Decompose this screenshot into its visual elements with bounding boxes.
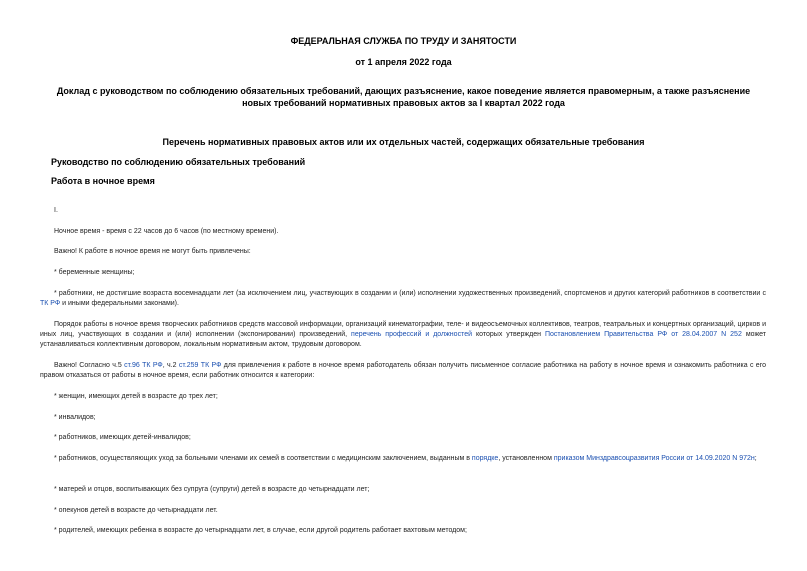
list-item: * работников, имеющих детей-инвалидов; bbox=[54, 434, 191, 441]
paragraph-night-time: Ночное время - время с 22 часов до 6 часов (по местному времени). bbox=[54, 228, 279, 235]
list-item-minors: * работники, не достигшие возраста восемнадцати лет (за исключением лиц, участвующих в создании и (или) исполнении художественных произведений, спортсменов и других категорий работников в соответствии с ТК РФ и иными федеральными законами). bbox=[40, 290, 766, 307]
list-item: * женщин, имеющих детей в возрасте до трех лет; bbox=[54, 393, 218, 400]
government-decree-link[interactable]: Постановлением Правительства РФ от 28.04.2007 N 252 bbox=[544, 331, 742, 338]
procedure-link[interactable]: порядке bbox=[471, 455, 499, 462]
acts-list-heading: Перечень нормативных правовых актов или их отдельных частей, содержащих обязательные требования bbox=[162, 137, 645, 147]
list-item: * матерей и отцов, воспитывающих без супруга (супруги) детей в возрасте до четырнадцати лет; bbox=[54, 486, 370, 493]
paragraph-creative-workers: Порядок работы в ночное время творческих работников средств массовой информации, организаций кинематографии, теле- и видеосъемочных коллективов, театров, театральных и концертных организаций, цирков и иных лиц, участвующих в создании и (или) исполнении (экспонировании) произведений, перечень профессий и должностей которых утвержден Постановлением Правительства РФ от 28.04.2007 N 252 может устанавливаться коллективным договором, локальным нормативным актом, трудовым договором. bbox=[40, 321, 766, 348]
tk-rf-link[interactable]: ТК РФ bbox=[40, 300, 61, 307]
list-item: * инвалидов; bbox=[54, 414, 96, 421]
guide-heading: Руководство по соблюдению обязательных требований bbox=[51, 157, 306, 167]
night-work-heading: Работа в ночное время bbox=[51, 176, 155, 186]
article-96-link[interactable]: ст.96 ТК РФ bbox=[124, 362, 163, 369]
list-item: * беременные женщины; bbox=[54, 269, 135, 276]
document-date: от 1 апреля 2022 года bbox=[355, 57, 452, 67]
article-259-link[interactable]: ст.259 ТК РФ bbox=[178, 362, 222, 369]
agency-heading: ФЕДЕРАЛЬНАЯ СЛУЖБА ПО ТРУДУ И ЗАНЯТОСТИ bbox=[290, 36, 517, 46]
paragraph-important: Важно! К работе в ночное время не могут быть привлечены: bbox=[54, 248, 251, 255]
list-item-caregivers: * работников, осуществляющих уход за больными членами их семей в соответствии с медицинским заключением, выданным в порядке, установленном приказом Минздравсоцразвития России от 14.09.2020 N 972н; bbox=[54, 455, 757, 462]
paragraph-consent: Важно! Согласно ч.5 ст.96 ТК РФ, ч.2 ст.259 ТК РФ для привлечения к работе в ночное время работодатель обязан получить письменное согласие работника на работу в ночное время и ознакомить работника с его правом отказаться от работы в ночное время, если работник относится к категории: bbox=[40, 362, 766, 379]
document-title: Доклад с руководством по соблюдению обязательных требований, дающих разъяснение, какое поведение является правомерным, а также разъяснение новых требований нормативных правовых актов за I квартал 2022 года bbox=[56, 86, 751, 108]
ministry-order-link[interactable]: приказом Минздравсоцразвития России от 14.09.2020 N 972н bbox=[553, 455, 755, 462]
roman-numeral: I. bbox=[54, 207, 58, 214]
list-item: * опекунов детей в возрасте до четырнадцати лет. bbox=[54, 507, 218, 514]
list-item: * родителей, имеющих ребенка в возрасте до четырнадцати лет, в случае, если другой родитель работает вахтовым методом; bbox=[54, 527, 467, 534]
professions-list-link[interactable]: перечень профессий и должностей bbox=[351, 331, 473, 338]
